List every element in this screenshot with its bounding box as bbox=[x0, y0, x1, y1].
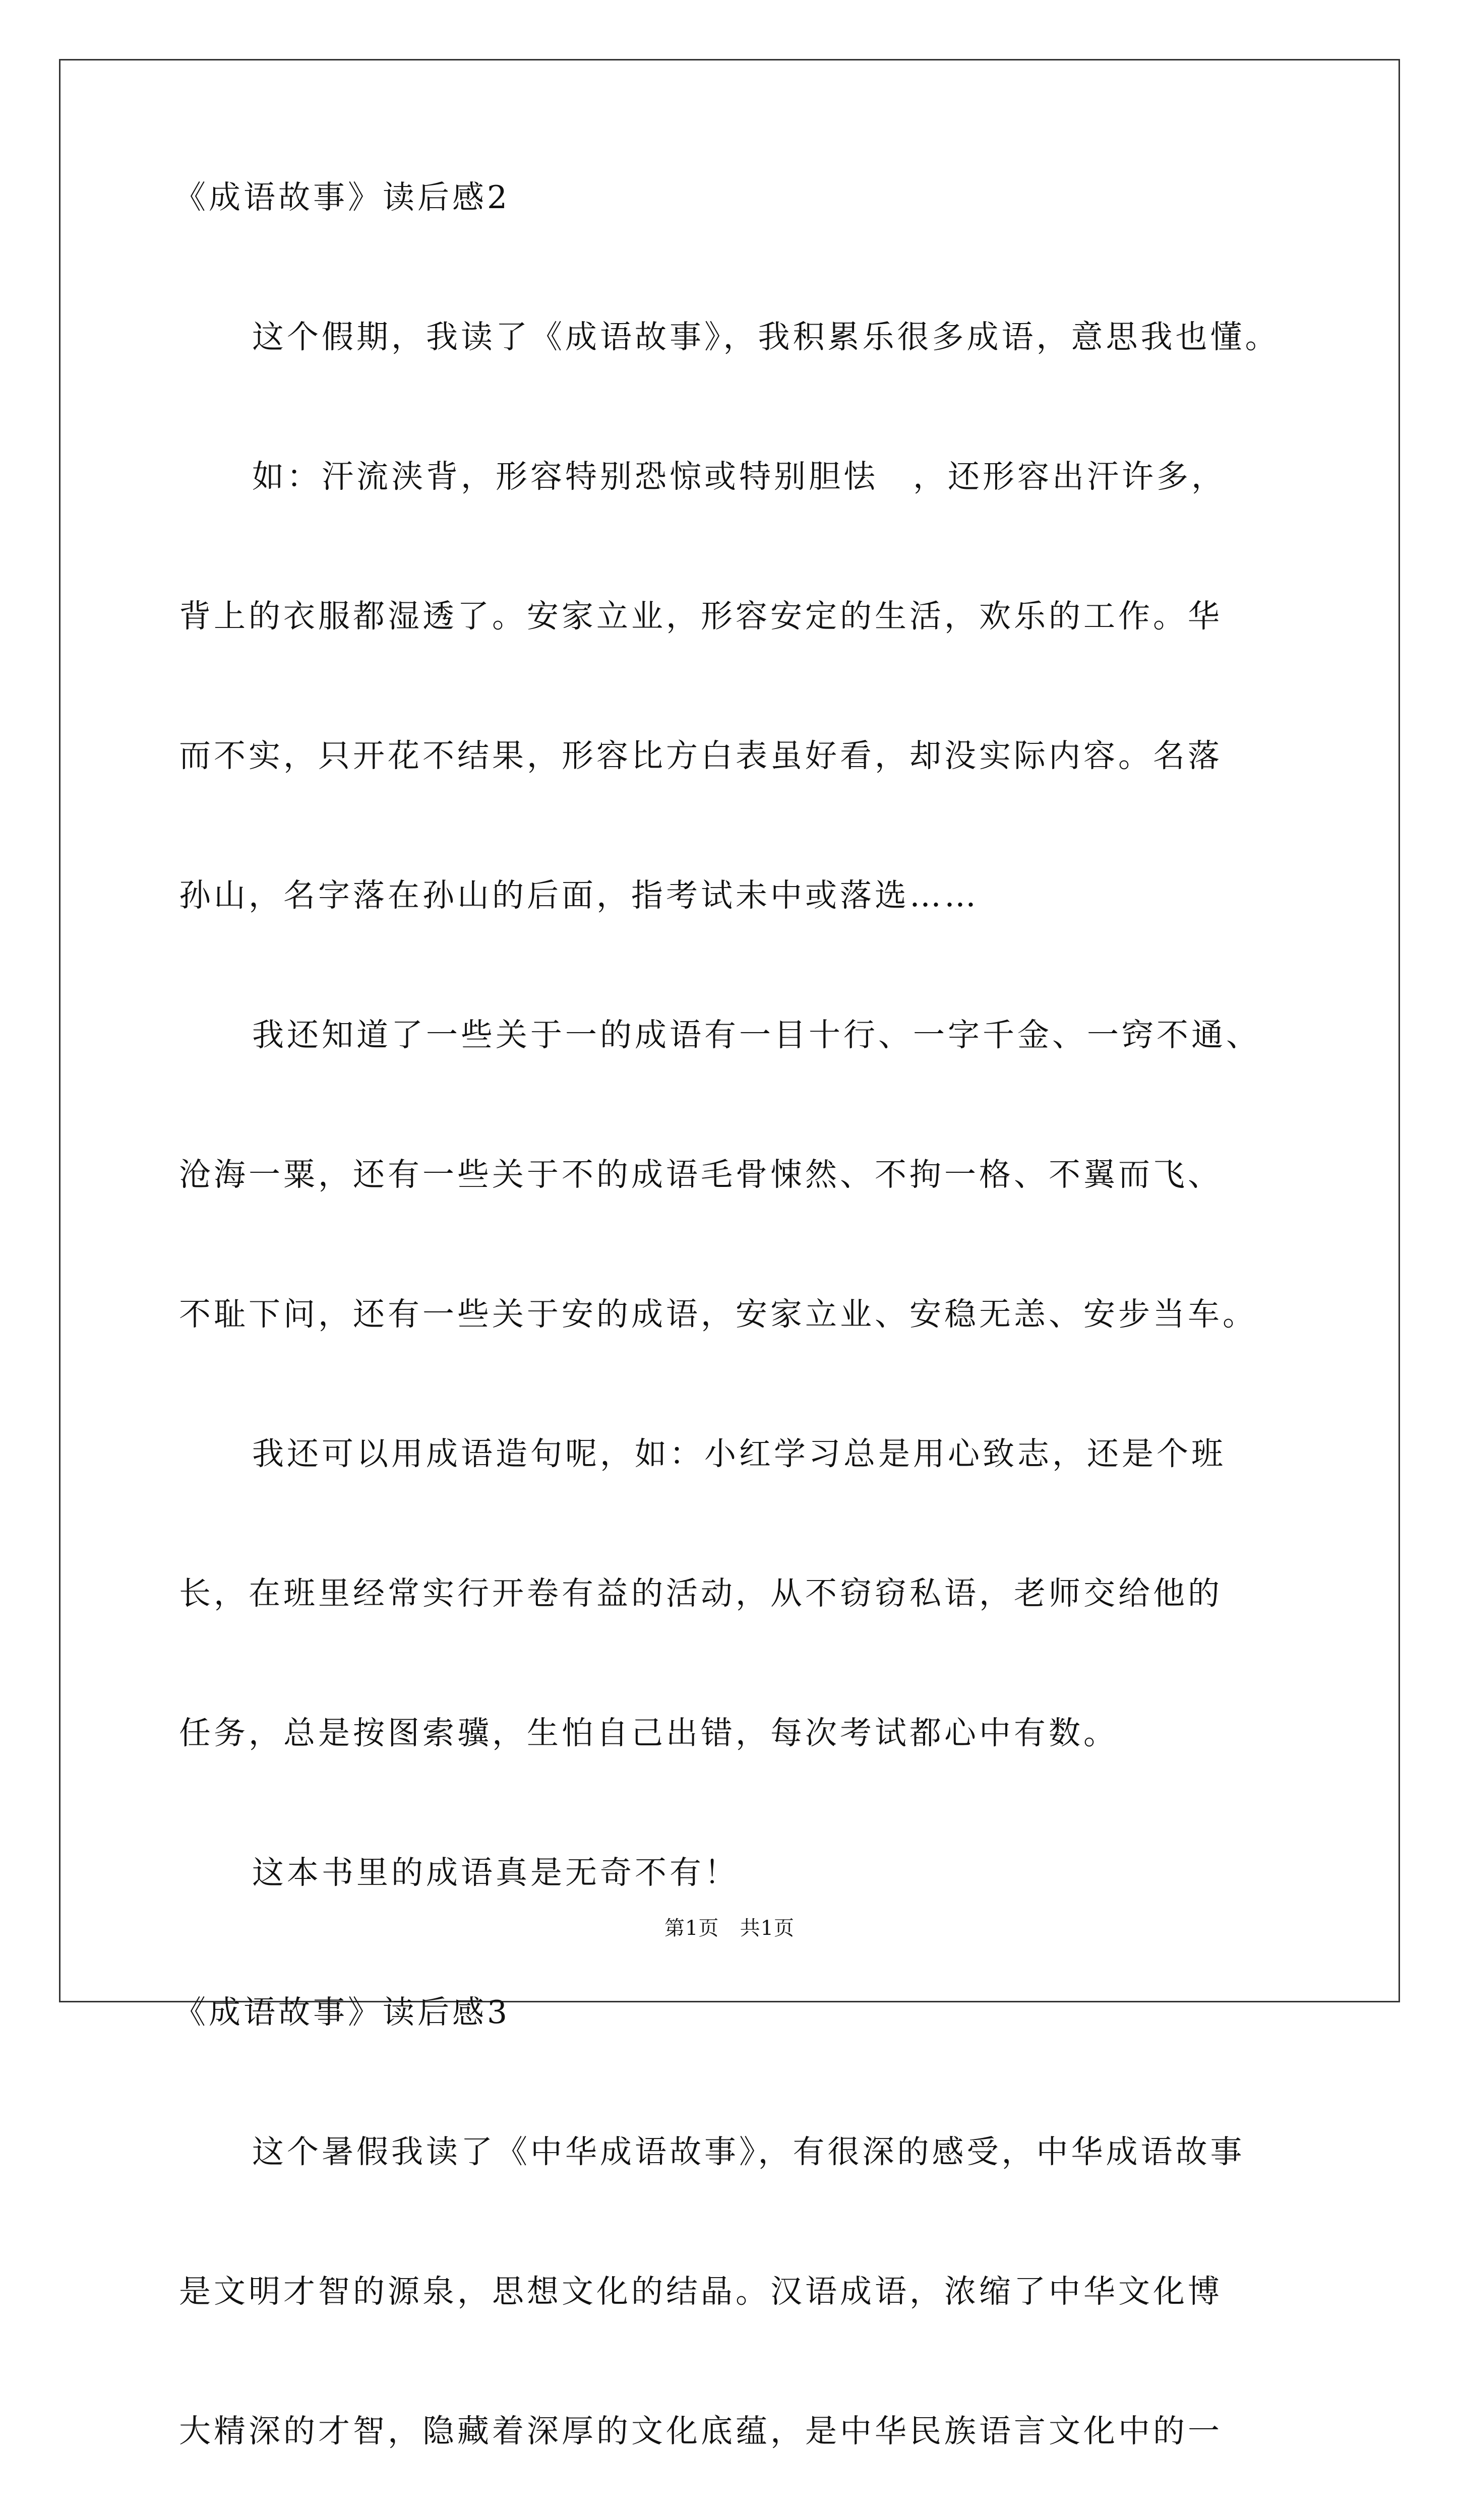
text-line: 不耻下问，还有一些关于安的成语，安家立业、安稳无恙、安步当车。 bbox=[179, 1296, 1257, 1333]
section-heading: 《成语故事》读后感2 bbox=[174, 179, 511, 216]
text-line: 这个暑假我读了《中华成语故事》，有很深的感受，中华成语故事 bbox=[252, 2133, 1245, 2170]
page-total: 共1页 bbox=[740, 1917, 795, 1940]
document-body bbox=[174, 179, 1288, 2520]
text-line: 背上的衣服都湿透了。安家立业，形容安定的生活，欢乐的工作。华 bbox=[179, 598, 1223, 635]
text-line: 孙山，名字落在孙山的后面，指考试未中或落选…… bbox=[179, 877, 979, 914]
text-line: 大精深的才智，隐藏着深厚的文化底蕴，是中华民族语言文化中的一 bbox=[179, 2413, 1223, 2449]
text-line: 任务，总是按图索骥，生怕自己出错，每次考试都心中有数。 bbox=[179, 1715, 1118, 1751]
page-footer bbox=[0, 1918, 1459, 1938]
text-line: 这本书里的成语真是无奇不有！ bbox=[252, 1854, 739, 1891]
text-line: 我还知道了一些关于一的成语有一目十行、一字千金、一窍不通、 bbox=[252, 1017, 1261, 1053]
text-line: 沧海一粟，还有一些关于不的成语毛骨悚然、不拘一格、不翼而飞、 bbox=[179, 1156, 1223, 1193]
section-heading: 《成语故事》读后感3 bbox=[174, 1994, 511, 2031]
text-line: 如：汗流浃背，形容特别恐惊或特别胆怯 ，还形容出汗许多， bbox=[252, 458, 1226, 495]
text-line: 是文明才智的源泉，思想文化的结晶。汉语成语，浓缩了中华文化博 bbox=[179, 2273, 1223, 2310]
text-line: 长，在班里经常实行开卷有益的活动，从不窃窃私语，老师交给他的 bbox=[179, 1575, 1223, 1612]
page-number: 第1页 bbox=[664, 1917, 719, 1940]
text-line: 这个假期，我读了《成语故事》，我积累乐很多成语，意思我也懂。 bbox=[252, 319, 1280, 355]
text-line: 而不实，只开花不结果，形容比方白表虽好看，却没实际内容。名落 bbox=[179, 737, 1223, 774]
text-line: 我还可以用成语造句呢，如：小红学习总是用心致志，还是个班 bbox=[252, 1435, 1226, 1472]
